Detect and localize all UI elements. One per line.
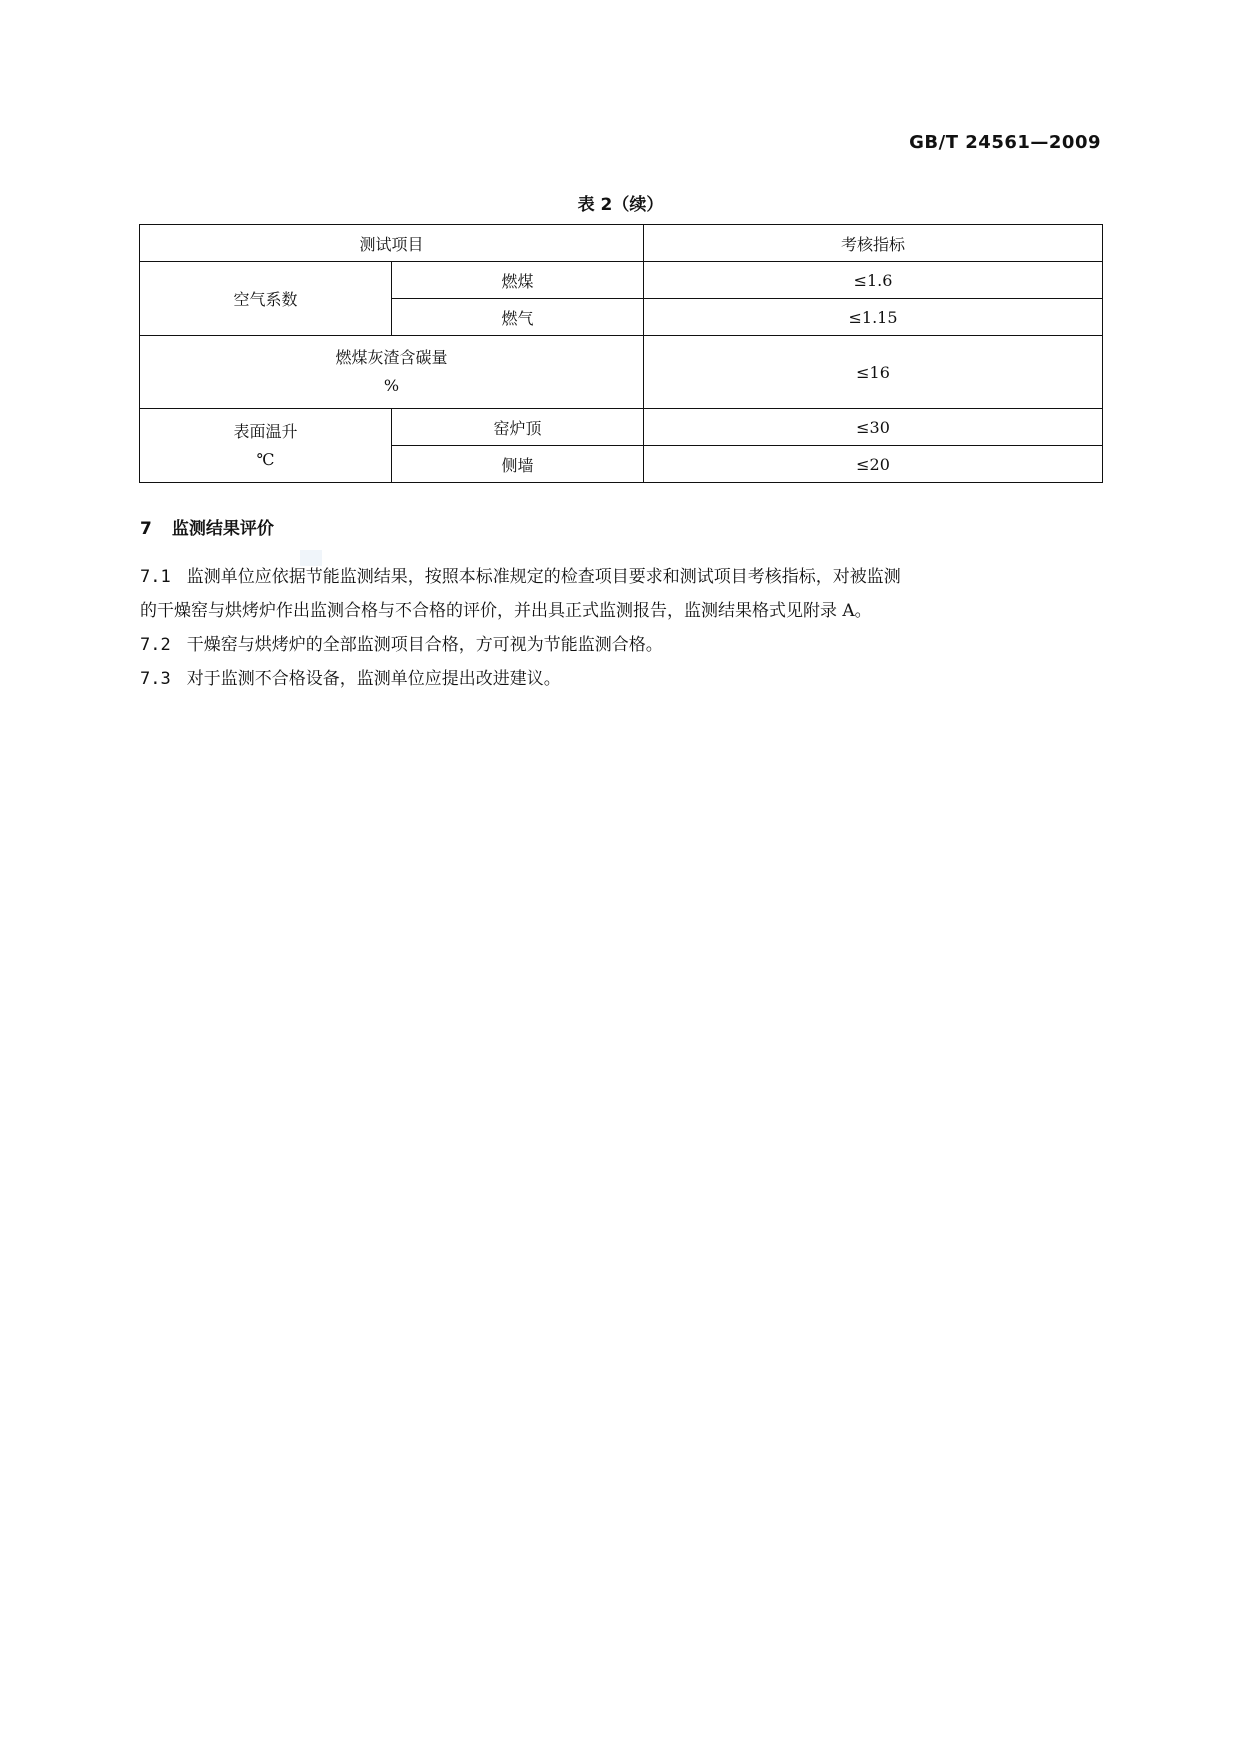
section-heading (140, 514, 274, 539)
row-group-surface-temp-rise (140, 409, 392, 483)
table-row (140, 409, 1103, 446)
row-sub-label: 燃气 (392, 299, 644, 336)
table-row (140, 336, 1103, 409)
table-header-row (140, 225, 1103, 262)
row-indicator-value: ≤1.15 (644, 299, 1103, 336)
clause-number: 7.1 (140, 567, 171, 587)
row-sub-label: 燃煤 (392, 262, 644, 299)
row-indicator-value: ≤16 (644, 336, 1103, 409)
section-title: 监测结果评价 (171, 519, 274, 539)
clause-text: 监测单位应依据节能监测结果，按照本标准规定的检查项目要求和测试项目考核指标，对被监测 (186, 567, 901, 587)
clause-line: 的干燥窑与烘烤炉作出监测合格与不合格的评价，并出具正式监测报告，监测结果格式见附录 A。 (140, 601, 872, 621)
table-caption: 表 2（续） (577, 195, 664, 215)
row-unit-label: ℃ (256, 449, 275, 469)
header-indicator: 考核指标 (644, 225, 1103, 262)
row-unit-label: % (383, 376, 400, 395)
table-row (140, 262, 1103, 299)
clause-text: 对于监测不合格设备，监测单位应提出改进建议。 (186, 669, 561, 689)
spec-table (139, 224, 1103, 483)
clause-7-3 (140, 662, 1102, 696)
header-test-item: 测试项目 (140, 225, 644, 262)
clause-number: 7.3 (140, 669, 171, 689)
row-group-label: 表面温升 (233, 421, 298, 441)
clause-number: 7.2 (140, 635, 171, 655)
clause-text: 干燥窑与烘烤炉的全部监测项目合格，方可视为节能监测合格。 (186, 635, 663, 655)
row-group-air-coefficient: 空气系数 (140, 262, 392, 336)
row-indicator-value: ≤20 (644, 446, 1103, 483)
row-ash-carbon-content (140, 336, 644, 409)
section-number: 7 (140, 519, 152, 539)
row-indicator-value: ≤30 (644, 409, 1103, 446)
row-sub-label: 窑炉顶 (392, 409, 644, 446)
row-item-label: 燃煤灰渣含碳量 (335, 348, 448, 367)
clause-line (140, 560, 1102, 594)
standard-number: GB/T 24561—2009 (909, 132, 1101, 153)
row-indicator-value: ≤1.6 (644, 262, 1103, 299)
clause-7-1 (140, 560, 1102, 628)
row-sub-label: 侧墙 (392, 446, 644, 483)
clause-7-2 (140, 628, 1102, 662)
